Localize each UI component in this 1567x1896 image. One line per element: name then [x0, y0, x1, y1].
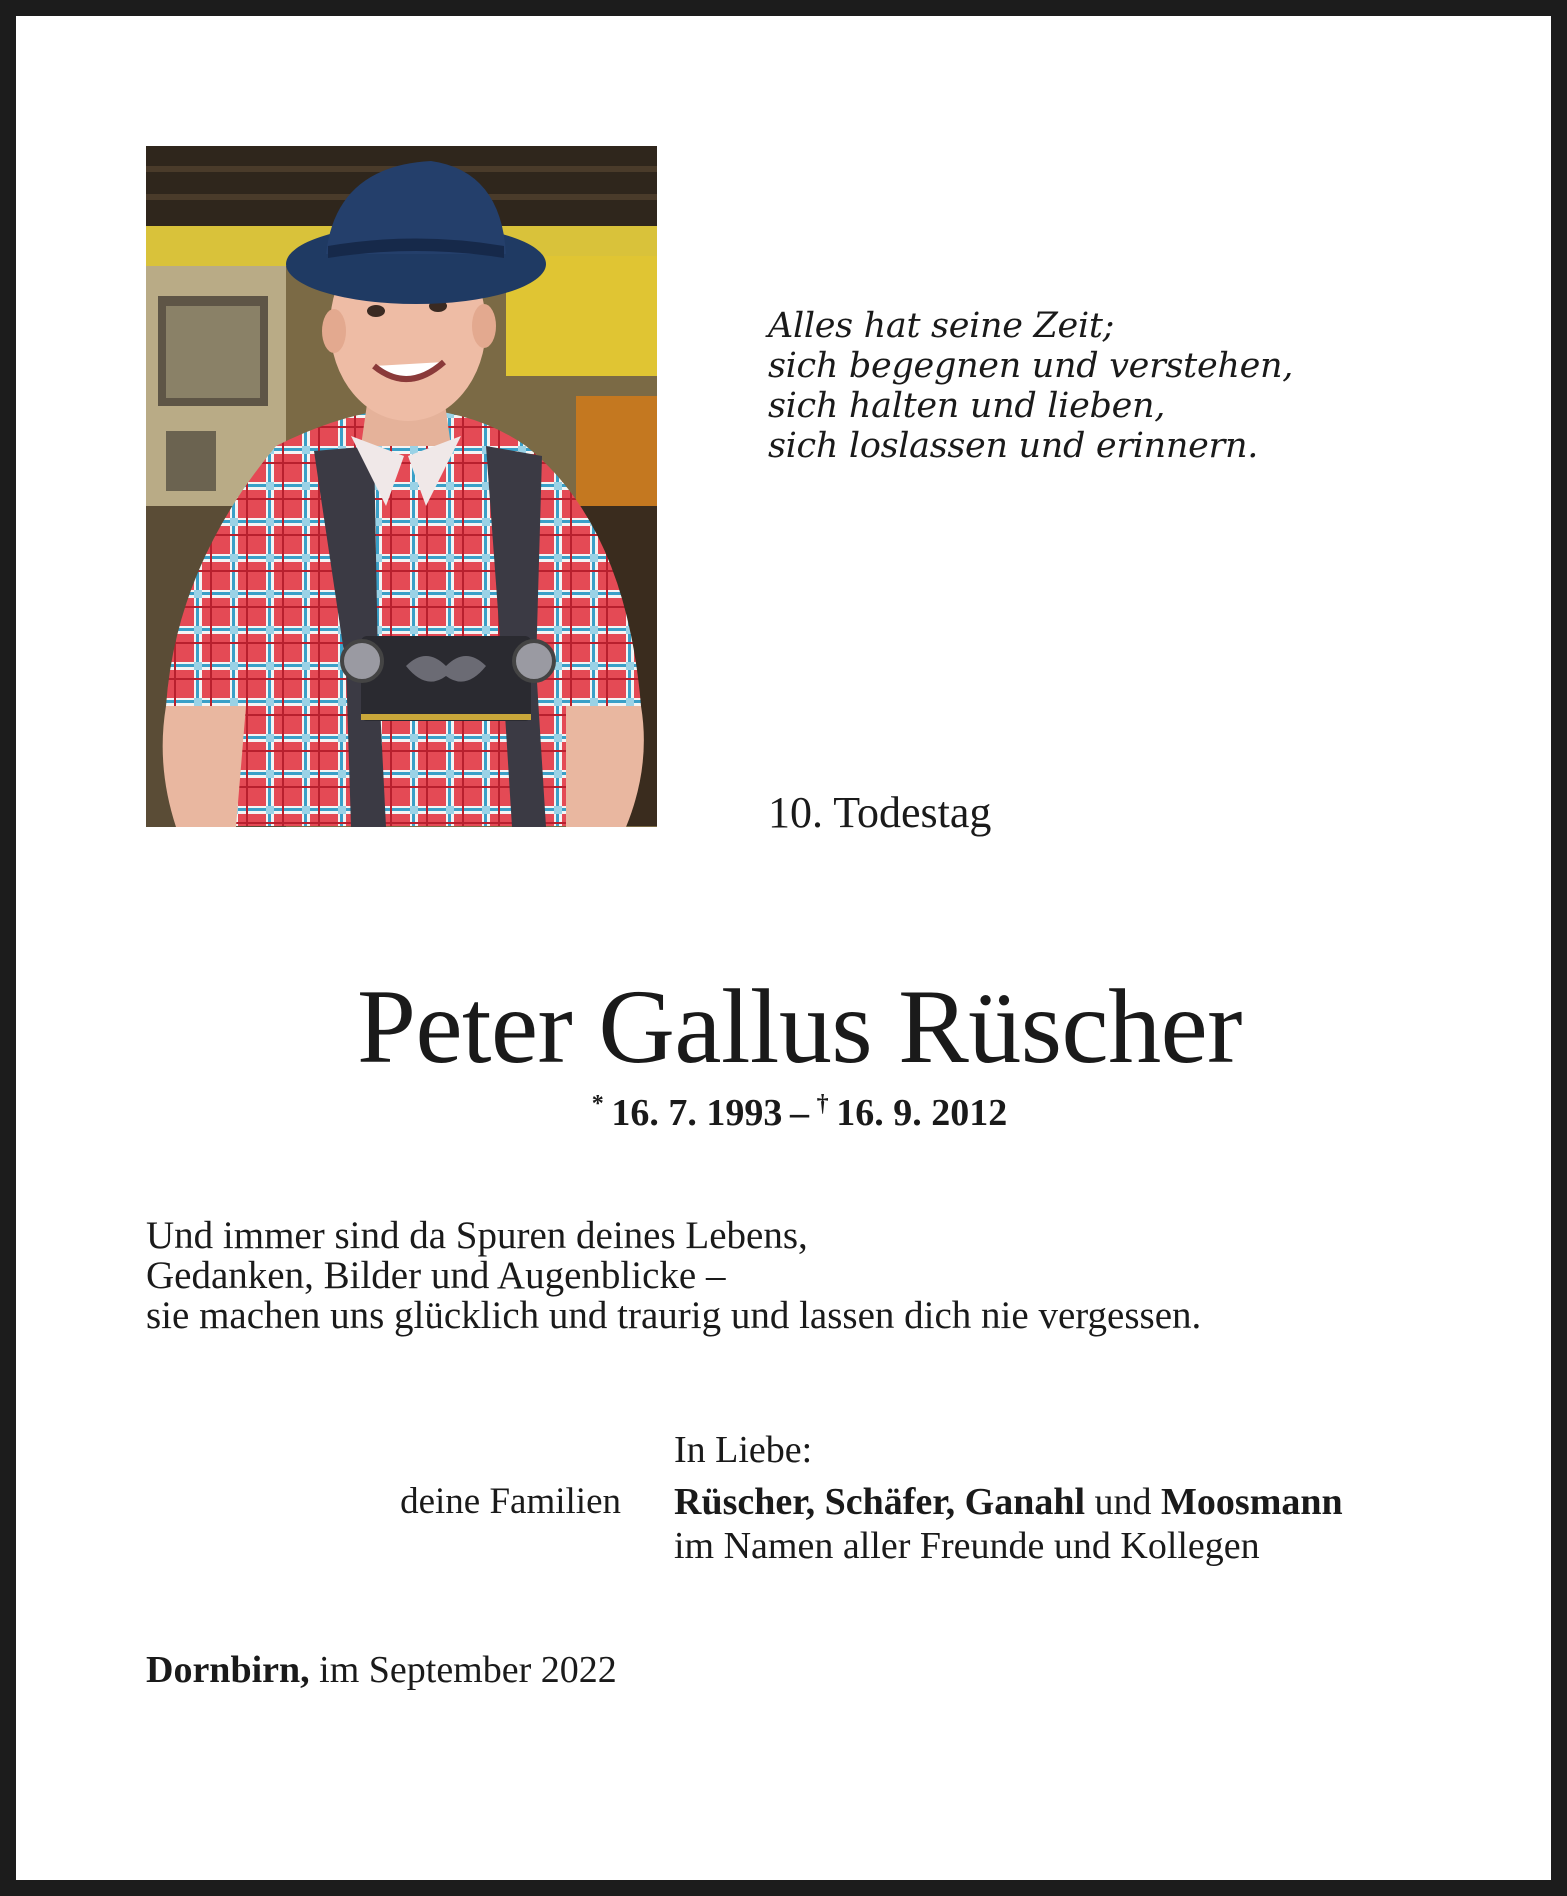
date-separator: – [790, 1092, 809, 1134]
quote-line: sich loslassen und erinnern. [768, 426, 1259, 466]
verse-line: Und immer sind da Spuren deines Lebens, [146, 1214, 808, 1257]
quote-line: sich begegnen und verstehen, [768, 346, 1294, 386]
quote-line: Alles hat seine Zeit; [768, 306, 1115, 346]
signature-conjunction: und [1094, 1481, 1152, 1523]
life-dates [16, 1091, 1567, 1135]
place-date [146, 1648, 617, 1692]
birth-date: 16. 7. 1993 [611, 1092, 783, 1134]
memorial-verse [146, 1216, 1201, 1336]
quote-line: sich halten und lieben, [768, 386, 1166, 426]
deceased-name: Peter Gallus Rüscher [357, 968, 1242, 1085]
family-name: Ganahl [964, 1481, 1086, 1523]
place-date-text: im September 2022 [319, 1649, 617, 1691]
family-name: Rüscher, [674, 1481, 816, 1523]
birth-symbol: * [591, 1091, 604, 1117]
signature-prefix: deine Familien [400, 1481, 621, 1522]
signature-lead: In Liebe: [674, 1429, 813, 1471]
anniversary-label: 10. Todestag [768, 788, 992, 837]
family-name: Schäfer, [824, 1481, 956, 1523]
place-city: Dornbirn, [146, 1649, 310, 1691]
family-name: Moosmann [1161, 1481, 1343, 1523]
signature-friends: im Namen aller Freunde und Kollegen [674, 1525, 1260, 1567]
death-symbol: † [816, 1091, 829, 1117]
verse-line: Gedanken, Bilder und Augenblicke – [146, 1254, 726, 1297]
signature-families [674, 1480, 1343, 1524]
death-date: 16. 9. 2012 [836, 1092, 1008, 1134]
portrait-photo [146, 146, 657, 827]
quote [768, 306, 1293, 466]
verse-line: sie machen uns glücklich und traurig und lassen dich nie vergessen. [146, 1294, 1202, 1337]
